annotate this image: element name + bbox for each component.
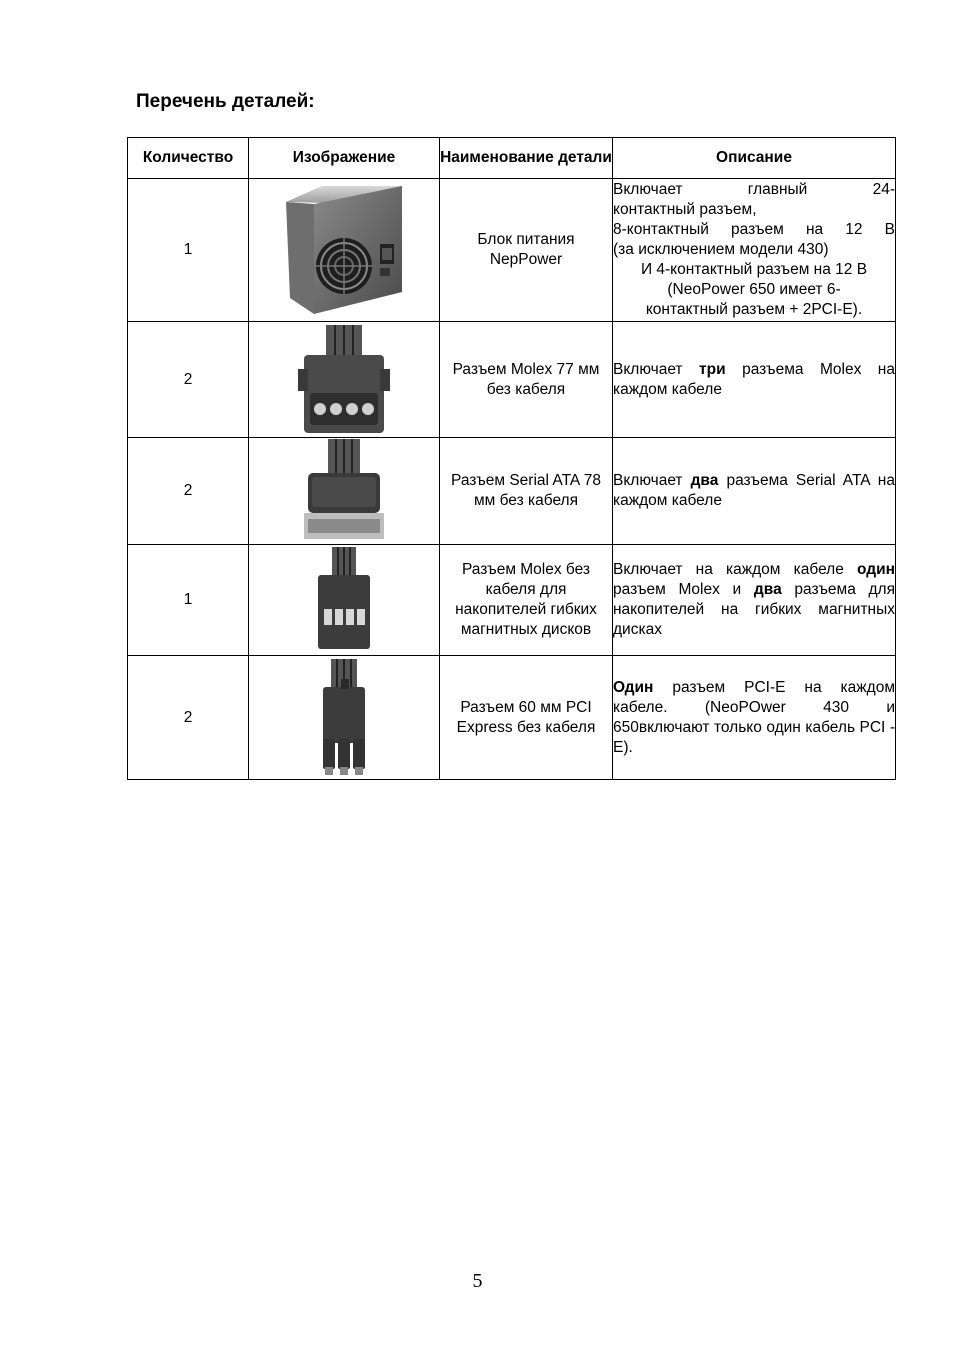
- description-text: разъема для накопителей на гибких магнитных дисках: [613, 581, 895, 638]
- description-cell: [613, 545, 896, 656]
- description-emphasis: три: [699, 360, 726, 378]
- header-description: Описание: [613, 138, 896, 179]
- table-header-row: [128, 138, 896, 179]
- page-title: Перечень деталей:: [136, 91, 315, 112]
- table-row: [128, 656, 896, 780]
- image-cell: [249, 322, 440, 438]
- description-emphasis: два: [753, 581, 782, 598]
- pcie-connector-photo: [309, 659, 379, 777]
- description-text: разъема Molex на каждом кабеле: [613, 360, 895, 398]
- description-text: разъем Molex и: [613, 581, 754, 598]
- sata-connector-photo: [294, 439, 394, 543]
- quantity-cell: 1: [128, 179, 249, 322]
- description-emphasis: Один: [613, 678, 654, 696]
- description-cell: [613, 438, 896, 545]
- parts-list-table: [127, 137, 896, 780]
- description-line: контактный разъем + 2PCI-E).: [645, 301, 863, 318]
- quantity-cell: 2: [128, 656, 249, 780]
- quantity-cell: 1: [128, 545, 249, 656]
- page-number: 5: [472, 1270, 483, 1292]
- description-line: (за исключением модели 430): [613, 241, 829, 258]
- description-text: Включает на каждом кабеле: [613, 561, 857, 578]
- header-name: Наименование детали: [440, 138, 613, 179]
- power-supply-unit-photo: [284, 182, 404, 318]
- description-line: Включает главный 24-: [613, 181, 895, 198]
- image-cell: [249, 656, 440, 780]
- description-cell: [613, 322, 896, 438]
- table-row: [128, 545, 896, 656]
- description-emphasis: два: [690, 472, 719, 489]
- floppy-molex-connector-photo: [304, 547, 384, 653]
- part-name-cell: Блок питания NepPower: [440, 179, 613, 322]
- quantity-cell: 2: [128, 322, 249, 438]
- description-text: разъема Serial ATA на каждом кабеле: [613, 472, 895, 509]
- description-text: разъем PCI-E на каждом кабеле. (NeoPOwer 430 и 650включают только один кабель PCI -E).: [613, 678, 895, 756]
- image-cell: [249, 179, 440, 322]
- description-emphasis: один: [857, 561, 895, 578]
- table-row: [128, 438, 896, 545]
- header-image: Изображение: [249, 138, 440, 179]
- description-line: И 4-контактный разъем на 12 В: [640, 261, 868, 278]
- description-cell: [613, 656, 896, 780]
- molex-connector-photo: [294, 325, 394, 435]
- image-cell: [249, 438, 440, 545]
- description-text: Включает: [613, 360, 700, 378]
- header-quantity: Количество: [128, 138, 249, 179]
- description-line: контактный разъем,: [613, 201, 757, 218]
- description-text: Включает: [613, 472, 691, 489]
- description-line: (NeoPower 650 имеет 6-: [667, 281, 841, 298]
- part-name-cell: Разъем 60 мм PCI Express без кабеля: [440, 656, 613, 780]
- quantity-cell: 2: [128, 438, 249, 545]
- image-cell: [249, 545, 440, 656]
- part-name-cell: Разъем Molex без кабеля для накопителей гибких магнитных дисков: [440, 545, 613, 656]
- description-cell: [613, 179, 896, 322]
- table-row: [128, 179, 896, 322]
- part-name-cell: Разъем Serial ATA 78 мм без кабеля: [440, 438, 613, 545]
- description-line: 8-контактный разъем на 12 В: [613, 221, 895, 238]
- part-name-cell: Разъем Molex 77 мм без кабеля: [440, 322, 613, 438]
- table-row: [128, 322, 896, 438]
